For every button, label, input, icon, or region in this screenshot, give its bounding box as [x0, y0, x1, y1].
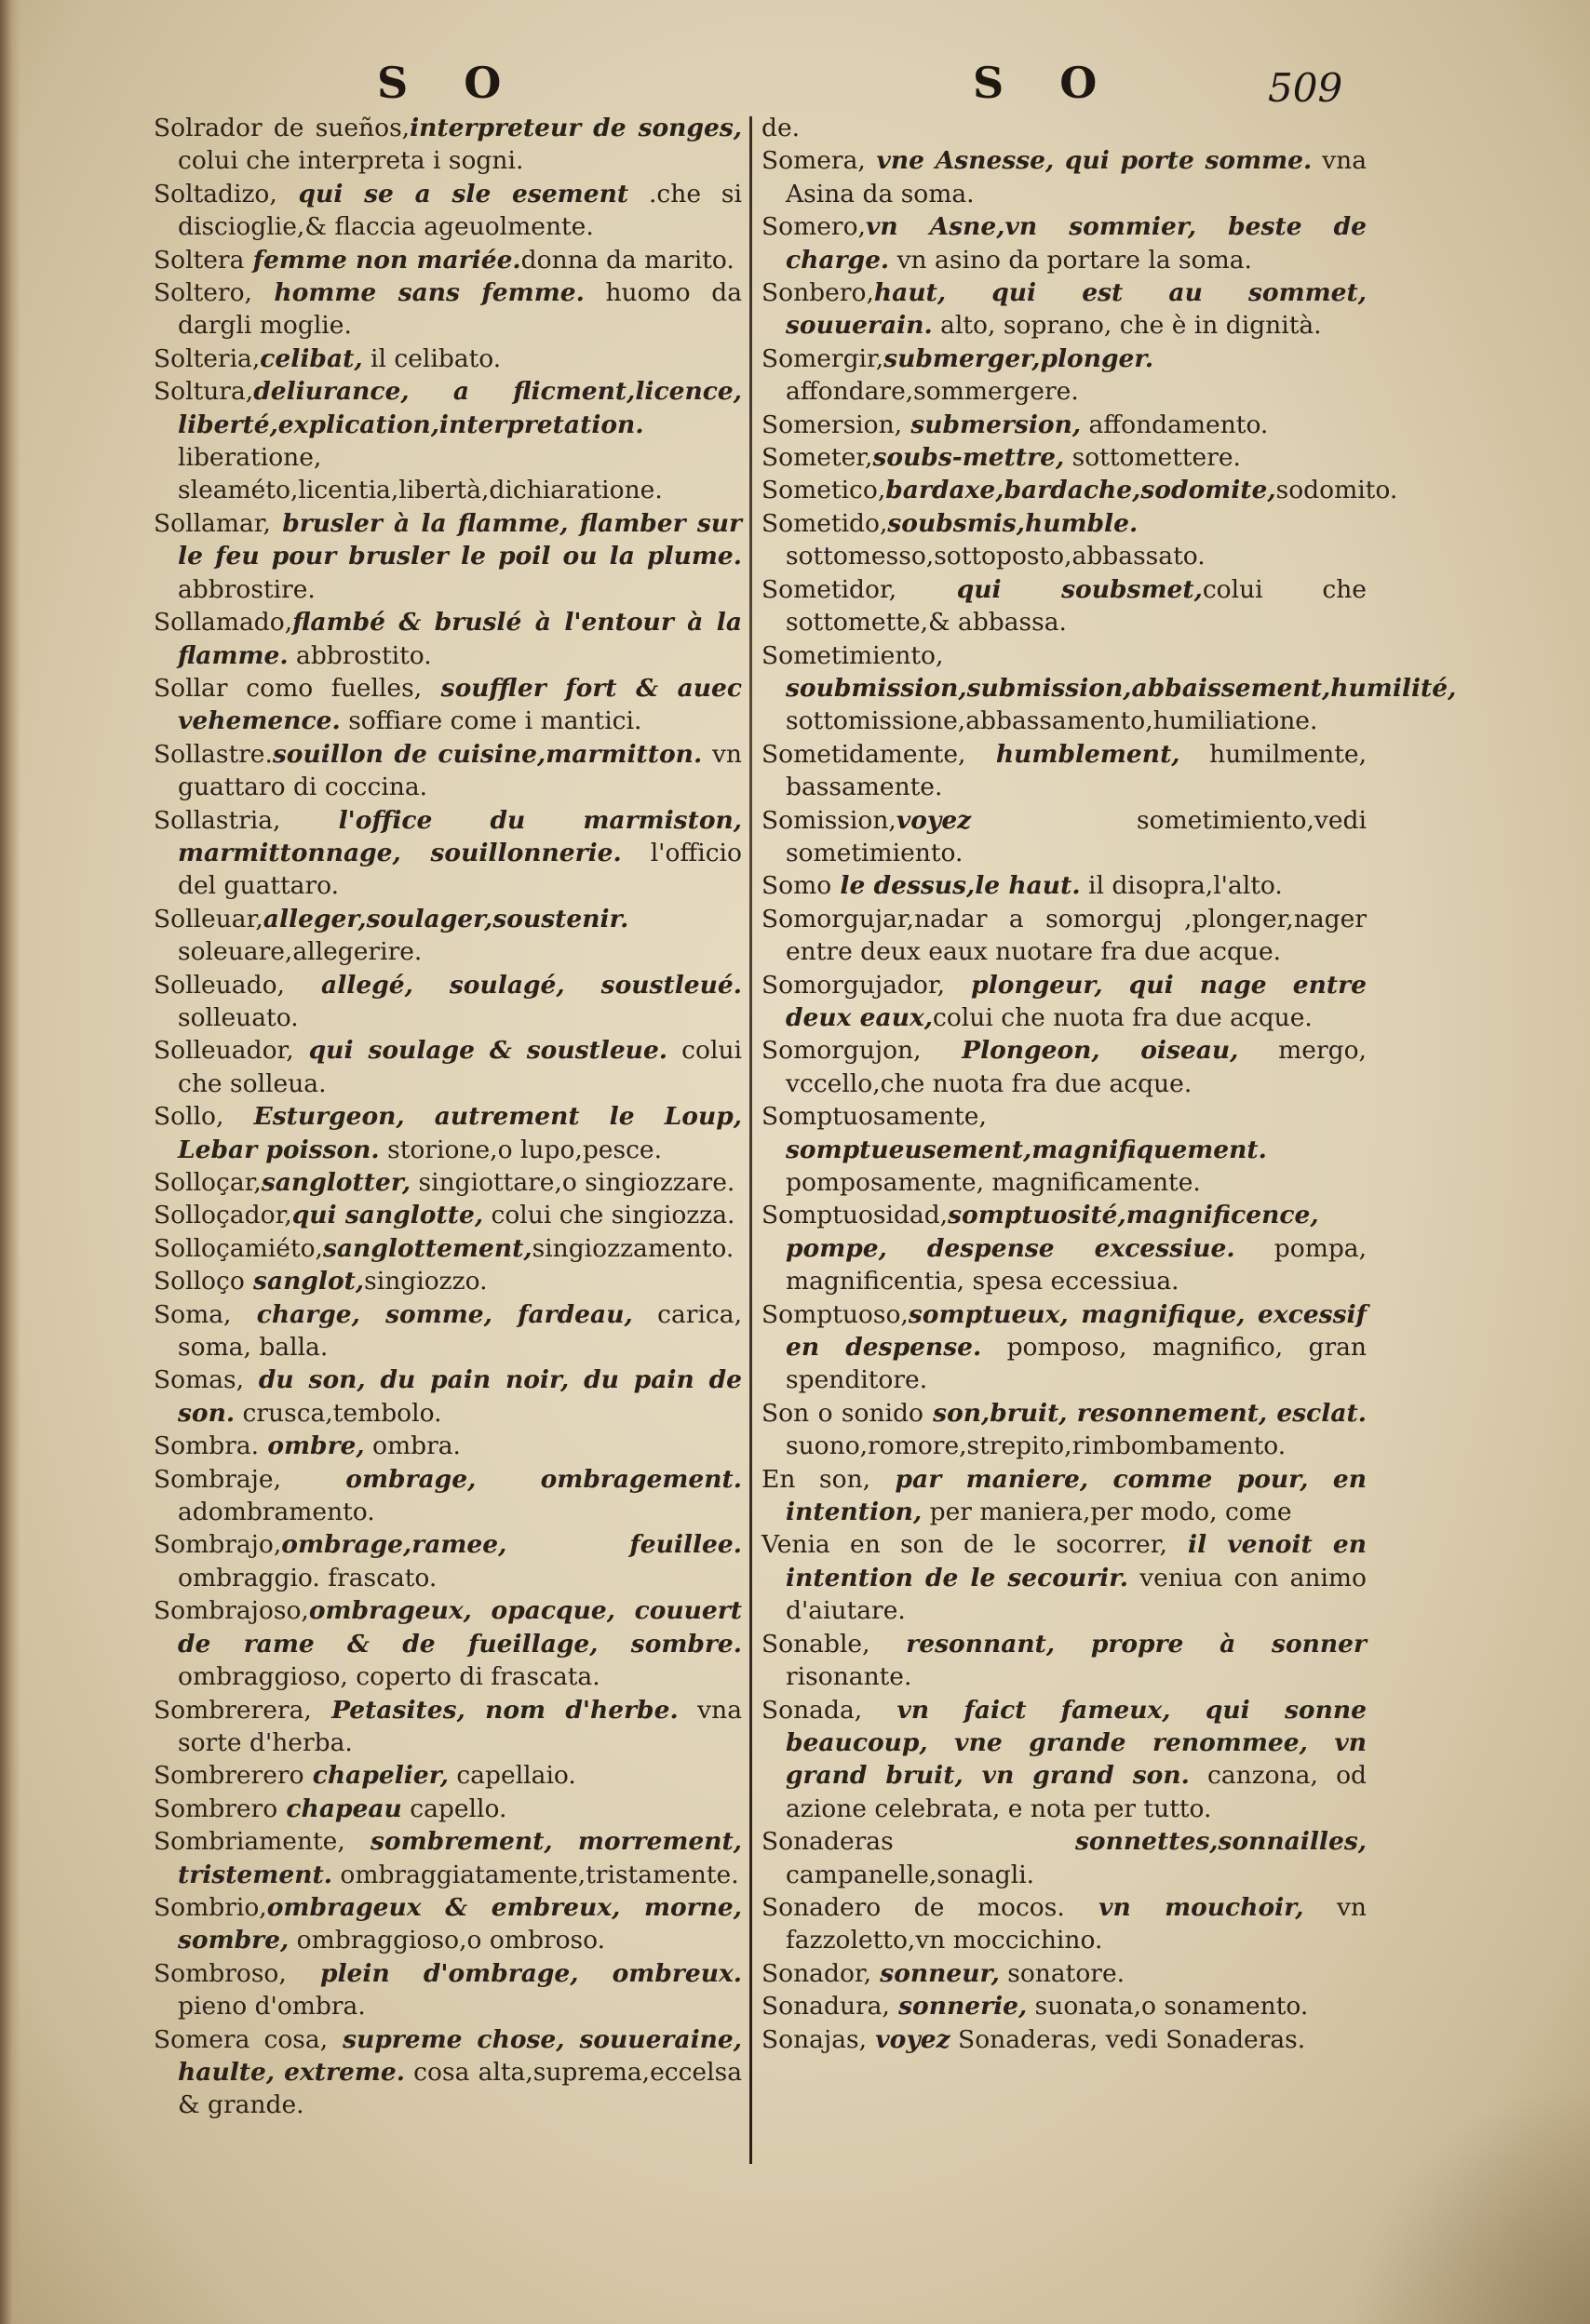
french-gloss: ombrageux & embreux, morne, sombre, — [178, 1892, 742, 1955]
dictionary-entry — [761, 1298, 1367, 1397]
dictionary-entry — [761, 210, 1367, 276]
italian-gloss: sottomettere. — [1064, 443, 1241, 473]
dictionary-entry — [761, 573, 1367, 639]
french-gloss: interpreteur de songes, — [410, 114, 742, 142]
french-gloss: homme sans femme. — [251, 278, 585, 308]
french-gloss: resonnant, propre à sonner — [869, 1629, 1367, 1659]
dictionary-entry — [154, 1891, 742, 1957]
dictionary-entry — [154, 903, 742, 969]
dictionary-entry — [154, 1199, 742, 1231]
italian-gloss: vna Asina da soma. — [786, 146, 1368, 208]
italian-gloss: affondamento. — [1081, 410, 1269, 439]
headword: Solteria, — [154, 343, 261, 373]
italian-gloss: il celibato. — [362, 343, 502, 373]
french-gloss: l'office du marmiston, marmittonnage, souillonnerie. — [178, 805, 742, 867]
headword: Somptuosamente, — [761, 1102, 987, 1132]
italian-gloss: capello. — [401, 1793, 507, 1823]
headword: Somorgujar, — [761, 904, 915, 934]
headword: Sollamar, — [154, 508, 271, 538]
headword: Sombrio, — [154, 1892, 267, 1922]
italian-gloss: l'officio del guattaro. — [178, 838, 742, 901]
dictionary-entry — [761, 1891, 1367, 1957]
french-gloss: souffler fort & auec vehemence. — [178, 673, 743, 736]
dictionary-entry — [154, 507, 742, 606]
headword: Sombriamente, — [154, 1827, 345, 1857]
italian-gloss: il disopra,l'alto. — [1080, 871, 1283, 901]
italian-gloss: sonatore. — [999, 1958, 1125, 1988]
dictionary-entry — [761, 507, 1367, 573]
french-gloss: par maniere, comme pour, en intention, — [786, 1464, 1367, 1527]
italian-gloss: ombraggiatamente,tristamente. — [331, 1860, 739, 1889]
italian-gloss: campanelle,sonagli. — [786, 1860, 1035, 1889]
dictionary-entry — [154, 1957, 742, 2023]
italian-gloss: abbrostire. — [178, 574, 316, 604]
dictionary-entry — [154, 1364, 742, 1430]
french-gloss: vn faict fameux, qui sonne beaucoup, vne grande renommee, vn grand bruit, vn grand son. — [786, 1695, 1367, 1791]
italian-gloss: risonante. — [786, 1662, 912, 1692]
headword: Somo — [761, 871, 832, 901]
dictionary-entry — [761, 1397, 1367, 1463]
headword: Somorgujador, — [761, 970, 946, 1000]
dictionary-entry — [154, 112, 742, 178]
french-gloss: allegé, soulagé, soustleué. — [284, 970, 742, 1000]
french-gloss: voyez — [896, 805, 972, 835]
headword: Somera cosa, — [154, 2024, 329, 2054]
italian-gloss: colui che solleua. — [178, 1036, 742, 1098]
dictionary-entry — [761, 441, 1367, 474]
italian-gloss: sottomesso,sottoposto,abbassato. — [786, 542, 1206, 571]
french-gloss: qui soubsmet, — [896, 574, 1203, 604]
headword: Solleuar, — [154, 904, 263, 934]
french-gloss: vn mouchoir, — [1064, 1892, 1304, 1922]
headword: Someter, — [761, 443, 873, 473]
italian-gloss: colui che interpreta i sogni. — [178, 146, 524, 176]
dictionary-entry — [761, 804, 1367, 870]
french-gloss: sombrement, morrement, tristement. — [178, 1827, 742, 1889]
running-head-left: S O — [377, 58, 522, 108]
dictionary-entry — [761, 474, 1398, 506]
dictionary-entry — [154, 1298, 742, 1364]
french-gloss: sanglottement, — [322, 1233, 532, 1263]
french-gloss: voyez — [867, 2024, 950, 2054]
headword: Sollastria, — [154, 805, 281, 835]
italian-gloss: singiozzamento. — [532, 1233, 734, 1263]
french-gloss: du son, du pain noir, du pain de son. — [178, 1365, 742, 1428]
binding-gutter — [0, 0, 20, 2324]
french-gloss: sonnettes,sonnailles, — [893, 1827, 1367, 1857]
italian-gloss: canzona, od azione celebrata, e nota per tutto. — [786, 1761, 1367, 1823]
dictionary-entry — [154, 1463, 742, 1529]
headword: Somptuosidad, — [761, 1201, 949, 1230]
french-gloss: soubsmis,humble. — [887, 508, 1139, 538]
french-gloss: Plongeon, oiseau, — [921, 1036, 1239, 1066]
italian-gloss: colui che nuota fra due acque. — [933, 1002, 1313, 1032]
french-gloss: souillon de cuisine,marmitton. — [272, 739, 703, 769]
french-gloss: alleger,soulager,soustenir. — [263, 904, 629, 934]
french-gloss: somptueux, magnifique, excessif en despense. — [786, 1299, 1367, 1363]
headword: Somas, — [154, 1365, 245, 1395]
running-head-right: S O — [973, 58, 1118, 108]
headword: Solleuado, — [154, 970, 285, 1000]
dictionary-entry — [154, 1825, 742, 1891]
dictionary-entry — [761, 1199, 1367, 1297]
french-gloss: plongeur, qui nage entre deux eaux, — [786, 970, 1367, 1032]
italian-gloss: abbrostito. — [288, 640, 432, 670]
column-rule — [749, 116, 752, 2164]
dictionary-entry — [154, 1430, 742, 1462]
headword: Sonajas, — [761, 2024, 868, 2054]
headword: Sombrajoso, — [154, 1596, 309, 1626]
italian-gloss: ombraggioso, coperto di frascata. — [178, 1662, 600, 1692]
headword: Sollo, — [154, 1102, 224, 1132]
french-gloss: le dessus,le haut. — [831, 871, 1081, 901]
italian-gloss: donna da marito. — [520, 245, 734, 275]
italian-gloss: singiottare,o singiozzare. — [411, 1168, 735, 1197]
dictionary-entry — [761, 1990, 1367, 2022]
french-gloss: il venoit en intention de le secourir. — [786, 1530, 1367, 1592]
italian-gloss: veniua con animo d'aiutare. — [786, 1563, 1367, 1626]
dictionary-entry — [154, 1759, 742, 1792]
italian-gloss: crusca,tembolo. — [235, 1398, 442, 1428]
italian-gloss: humilmente, bassamente. — [786, 739, 1367, 802]
italian-gloss: vn guattaro di coccina. — [178, 739, 742, 802]
dictionary-entry — [154, 1166, 742, 1199]
french-gloss: ombre, — [259, 1431, 365, 1461]
italian-gloss: affondare,sommergere. — [786, 377, 1079, 407]
french-gloss: brusler à la flamme, flamber sur le feu pour brusler le poil ou la plume. — [178, 508, 742, 571]
italian-gloss: colui che sottomette,& abbassa. — [786, 574, 1367, 638]
page-number: 509 — [1268, 65, 1343, 111]
dictionary-entry — [761, 903, 1367, 969]
italian-gloss: nadar a somorguj ,plonger,nager entre deux eaux nuotare fra due acque. — [786, 904, 1367, 967]
dictionary-entry — [761, 869, 1367, 902]
italian-gloss: soleuare,allegerire. — [178, 937, 423, 967]
headword: Sonador, — [761, 1958, 872, 1988]
french-gloss: somptueusement,magnifiquement. — [786, 1135, 1267, 1164]
dictionary-entry — [761, 1463, 1367, 1529]
french-gloss: son,bruit, resonnement, esclat. — [923, 1398, 1367, 1428]
headword: Sombraje, — [154, 1464, 281, 1494]
italian-gloss: vn asino da portare la soma. — [889, 245, 1252, 275]
italian-gloss: solleuato. — [178, 1002, 299, 1032]
headword: Solloçar, — [154, 1168, 262, 1197]
italian-gloss: sodomito. — [1275, 476, 1398, 505]
headword: Sonadura, — [761, 1992, 890, 2022]
dictionary-entry — [761, 409, 1367, 441]
french-gloss: qui se a sle esement — [276, 179, 629, 208]
italian-gloss: per maniera,per modo, come — [922, 1498, 1292, 1527]
dictionary-entry — [761, 1528, 1367, 1627]
italian-gloss: .che si discioglie,& flaccia ageuolmente. — [178, 179, 743, 242]
headword: Soltera — [154, 245, 245, 275]
dictionary-entry — [761, 144, 1367, 210]
dictionary-entry — [761, 738, 1367, 804]
headword: En son, — [761, 1464, 871, 1494]
headword: Sonada, — [761, 1695, 863, 1725]
french-gloss: sonneur, — [871, 1958, 1000, 1988]
italian-gloss: singiozzo. — [364, 1267, 488, 1296]
headword: Somergir, — [761, 343, 884, 373]
french-gloss: chapelier, — [303, 1761, 449, 1791]
italian-gloss: capellaio. — [448, 1761, 576, 1791]
dictionary-entry — [154, 1594, 742, 1693]
french-gloss: qui soulage & soustleue. — [293, 1036, 668, 1066]
dictionary-entry — [761, 639, 1457, 738]
italian-gloss: ombraggioso,o ombroso. — [289, 1926, 606, 1955]
headword: Sollastre. — [154, 739, 273, 769]
french-gloss: sonnerie, — [889, 1992, 1028, 2022]
french-gloss: sanglotter, — [261, 1168, 411, 1197]
french-gloss: vne Asnesse, qui porte somme. — [865, 146, 1313, 176]
italian-gloss: liberatione, sleaméto,licentia,libertà,dichiaratione. — [178, 443, 663, 505]
french-gloss: qui sanglotte, — [291, 1201, 484, 1230]
headword: Solrador de sueños, — [154, 114, 411, 142]
italian-gloss: mergo, vccello,che nuota fra due acque. — [786, 1036, 1367, 1098]
french-gloss: femme non mariée. — [244, 245, 521, 275]
headword: Venia en son de le socorrer, — [761, 1530, 1167, 1560]
headword: Sonable, — [761, 1629, 870, 1659]
french-gloss: soubs-mettre, — [872, 443, 1065, 473]
headword: Somptuoso, — [761, 1299, 909, 1329]
headword: Sonadero de mocos. — [761, 1892, 1065, 1922]
headword: Solloço — [154, 1267, 245, 1296]
headword: Somero, — [761, 212, 866, 242]
headword: Sollamado, — [154, 608, 293, 638]
dictionary-entry — [154, 1265, 742, 1297]
italian-gloss: pomposo, magnifico, gran spenditore. — [786, 1333, 1367, 1395]
italian-gloss: suono,romore,strepito,rimbombamento. — [786, 1431, 1287, 1461]
headword: Sometidamente, — [761, 739, 966, 769]
dictionary-entry — [154, 672, 742, 738]
italian-gloss: sometimiento,vedi sometimiento. — [786, 805, 1367, 867]
italian-gloss: soffiare come i mantici. — [340, 706, 642, 736]
dictionary-entry — [154, 738, 742, 804]
italian-gloss: pompa, magnificentia, spesa eccessiua. — [786, 1233, 1368, 1296]
headword: Sombrerero — [154, 1761, 304, 1791]
dictionary-entry — [154, 276, 742, 343]
italian-gloss: vn fazzoletto,vn moccichino. — [786, 1892, 1367, 1955]
dictionary-entry — [761, 343, 1367, 409]
italian-gloss: pomposamente, magnificamente. — [786, 1168, 1201, 1197]
french-gloss: ombrage,ramee, feuillee. — [281, 1530, 742, 1560]
dictionary-entry — [154, 1100, 742, 1166]
headword: Somorgujon, — [761, 1036, 922, 1066]
dictionary-entry — [761, 1628, 1367, 1694]
french-gloss: flambé & bruslé à l'entour à la flamme. — [178, 608, 742, 670]
dictionary-entry — [154, 606, 742, 672]
french-gloss: celibat, — [260, 343, 363, 373]
dictionary-entry — [154, 1034, 742, 1100]
headword: Soltura, — [154, 377, 254, 407]
headword: Sometimiento, — [761, 640, 944, 670]
italian-gloss: colui che singiozza. — [483, 1201, 735, 1230]
headword: Sombra. — [154, 1431, 260, 1461]
headword: Somission, — [761, 805, 896, 835]
french-gloss: sanglot, — [244, 1267, 365, 1296]
dictionary-entry — [761, 276, 1367, 343]
dictionary-entry — [761, 2023, 1367, 2056]
french-gloss: chapeau — [277, 1793, 402, 1823]
headword: Sometidor, — [761, 574, 897, 604]
italian-gloss: alto, soprano, che è in dignità. — [932, 311, 1322, 341]
dictionary-entry — [761, 1100, 1367, 1199]
headword: Sonbero, — [761, 278, 874, 308]
french-gloss: Esturgeon, autrement le Loup, Lebar poisson. — [178, 1102, 742, 1164]
headword: Sonaderas — [761, 1827, 894, 1857]
headword: Sometido, — [761, 508, 888, 538]
dictionary-entry — [154, 969, 742, 1035]
french-gloss: submersion, — [902, 410, 1082, 439]
french-gloss: supreme chose, souueraine, haulte, extreme. — [178, 2024, 742, 2087]
italian-gloss: cosa alta,suprema,eccelsa & grande. — [178, 2057, 742, 2120]
headword: Son o sonido — [761, 1398, 923, 1428]
headword: Soma, — [154, 1299, 232, 1329]
headword: Solloçador, — [154, 1201, 292, 1230]
french-gloss: charge, somme, fardeau, — [231, 1299, 633, 1329]
dictionary-entry — [154, 804, 742, 903]
french-gloss: vn Asne,vn sommier, beste de charge. — [786, 212, 1367, 275]
dictionary-entry — [154, 178, 742, 244]
headword: Sollar como fuelles, — [154, 673, 423, 703]
french-gloss: ombrage, ombragement. — [281, 1464, 742, 1494]
left-column — [154, 112, 742, 2122]
headword: Soltadizo, — [154, 179, 277, 208]
dictionary-entry — [761, 1825, 1367, 1891]
dictionary-entry — [154, 2023, 742, 2122]
italian-gloss: suonata,o sonamento. — [1027, 1992, 1309, 2022]
italian-gloss: Sonaderas, vedi Sonaderas. — [950, 2024, 1306, 2054]
headword: Sombrero — [154, 1793, 278, 1823]
right-column — [761, 112, 1457, 2056]
dictionary-entry — [154, 1793, 742, 1825]
dictionary-entry — [154, 1232, 742, 1265]
italian-gloss: sottomissione,abbassamento,humiliatione. — [786, 706, 1318, 736]
headword: Soltero, — [154, 278, 252, 308]
dictionary-entry — [761, 1957, 1367, 1990]
dictionary-entry — [154, 375, 742, 507]
headword: Sometico, — [761, 476, 886, 505]
dictionary-entry — [761, 969, 1367, 1035]
continuation-line: de. — [761, 114, 801, 142]
italian-gloss: carica, soma, balla. — [178, 1299, 742, 1363]
italian-gloss: storione,o lupo,pesce. — [379, 1135, 663, 1164]
dictionary-entry — [761, 1034, 1367, 1100]
headword: Somera, — [761, 146, 866, 176]
french-gloss: soubmission,submission,abbaissement,humilité, — [786, 673, 1457, 703]
italian-gloss: ombraggio. frascato. — [178, 1563, 438, 1592]
dictionary-entry — [154, 1528, 742, 1594]
dictionary-entry — [761, 1694, 1367, 1826]
dictionary-entry — [154, 343, 742, 375]
french-gloss: Petasites, nom d'herbe. — [311, 1695, 679, 1725]
dictionary-entry — [154, 1694, 742, 1760]
french-gloss: haut, qui est au sommet, souuerain. — [786, 278, 1367, 341]
french-gloss: somptuosité,magnificence, pompe, despense excessiue. — [786, 1201, 1319, 1263]
french-gloss: bardaxe,bardache,sodomite, — [885, 476, 1276, 505]
headword: Somersion, — [761, 410, 903, 439]
french-gloss: ombrageux, opacque, couuert de rame & de fueillage, sombre. — [178, 1596, 742, 1659]
headword: Sombrajo, — [154, 1530, 282, 1560]
headword: Sombroso, — [154, 1958, 287, 1988]
italian-gloss: ombra. — [364, 1431, 461, 1461]
italian-gloss: huomo da dargli moglie. — [178, 278, 743, 341]
italian-gloss: pieno d'ombra. — [178, 1992, 366, 2022]
headword: Sombrerera, — [154, 1695, 312, 1725]
dictionary-entry — [154, 244, 742, 276]
page-stain — [1348, 2082, 1590, 2324]
headword: Solleuador, — [154, 1036, 294, 1066]
italian-gloss: vna sorte d'herba. — [178, 1695, 742, 1757]
french-gloss: submerger,plonger. — [883, 343, 1154, 373]
french-gloss: humblement, — [965, 739, 1180, 769]
french-gloss: plein d'ombrage, ombreux. — [286, 1958, 742, 1988]
italian-gloss: adombramento. — [178, 1498, 375, 1527]
french-gloss: deliurance, a flicment,licence, liberté,explication,interpretation. — [178, 377, 742, 439]
headword: Solloçamiéto, — [154, 1233, 323, 1263]
